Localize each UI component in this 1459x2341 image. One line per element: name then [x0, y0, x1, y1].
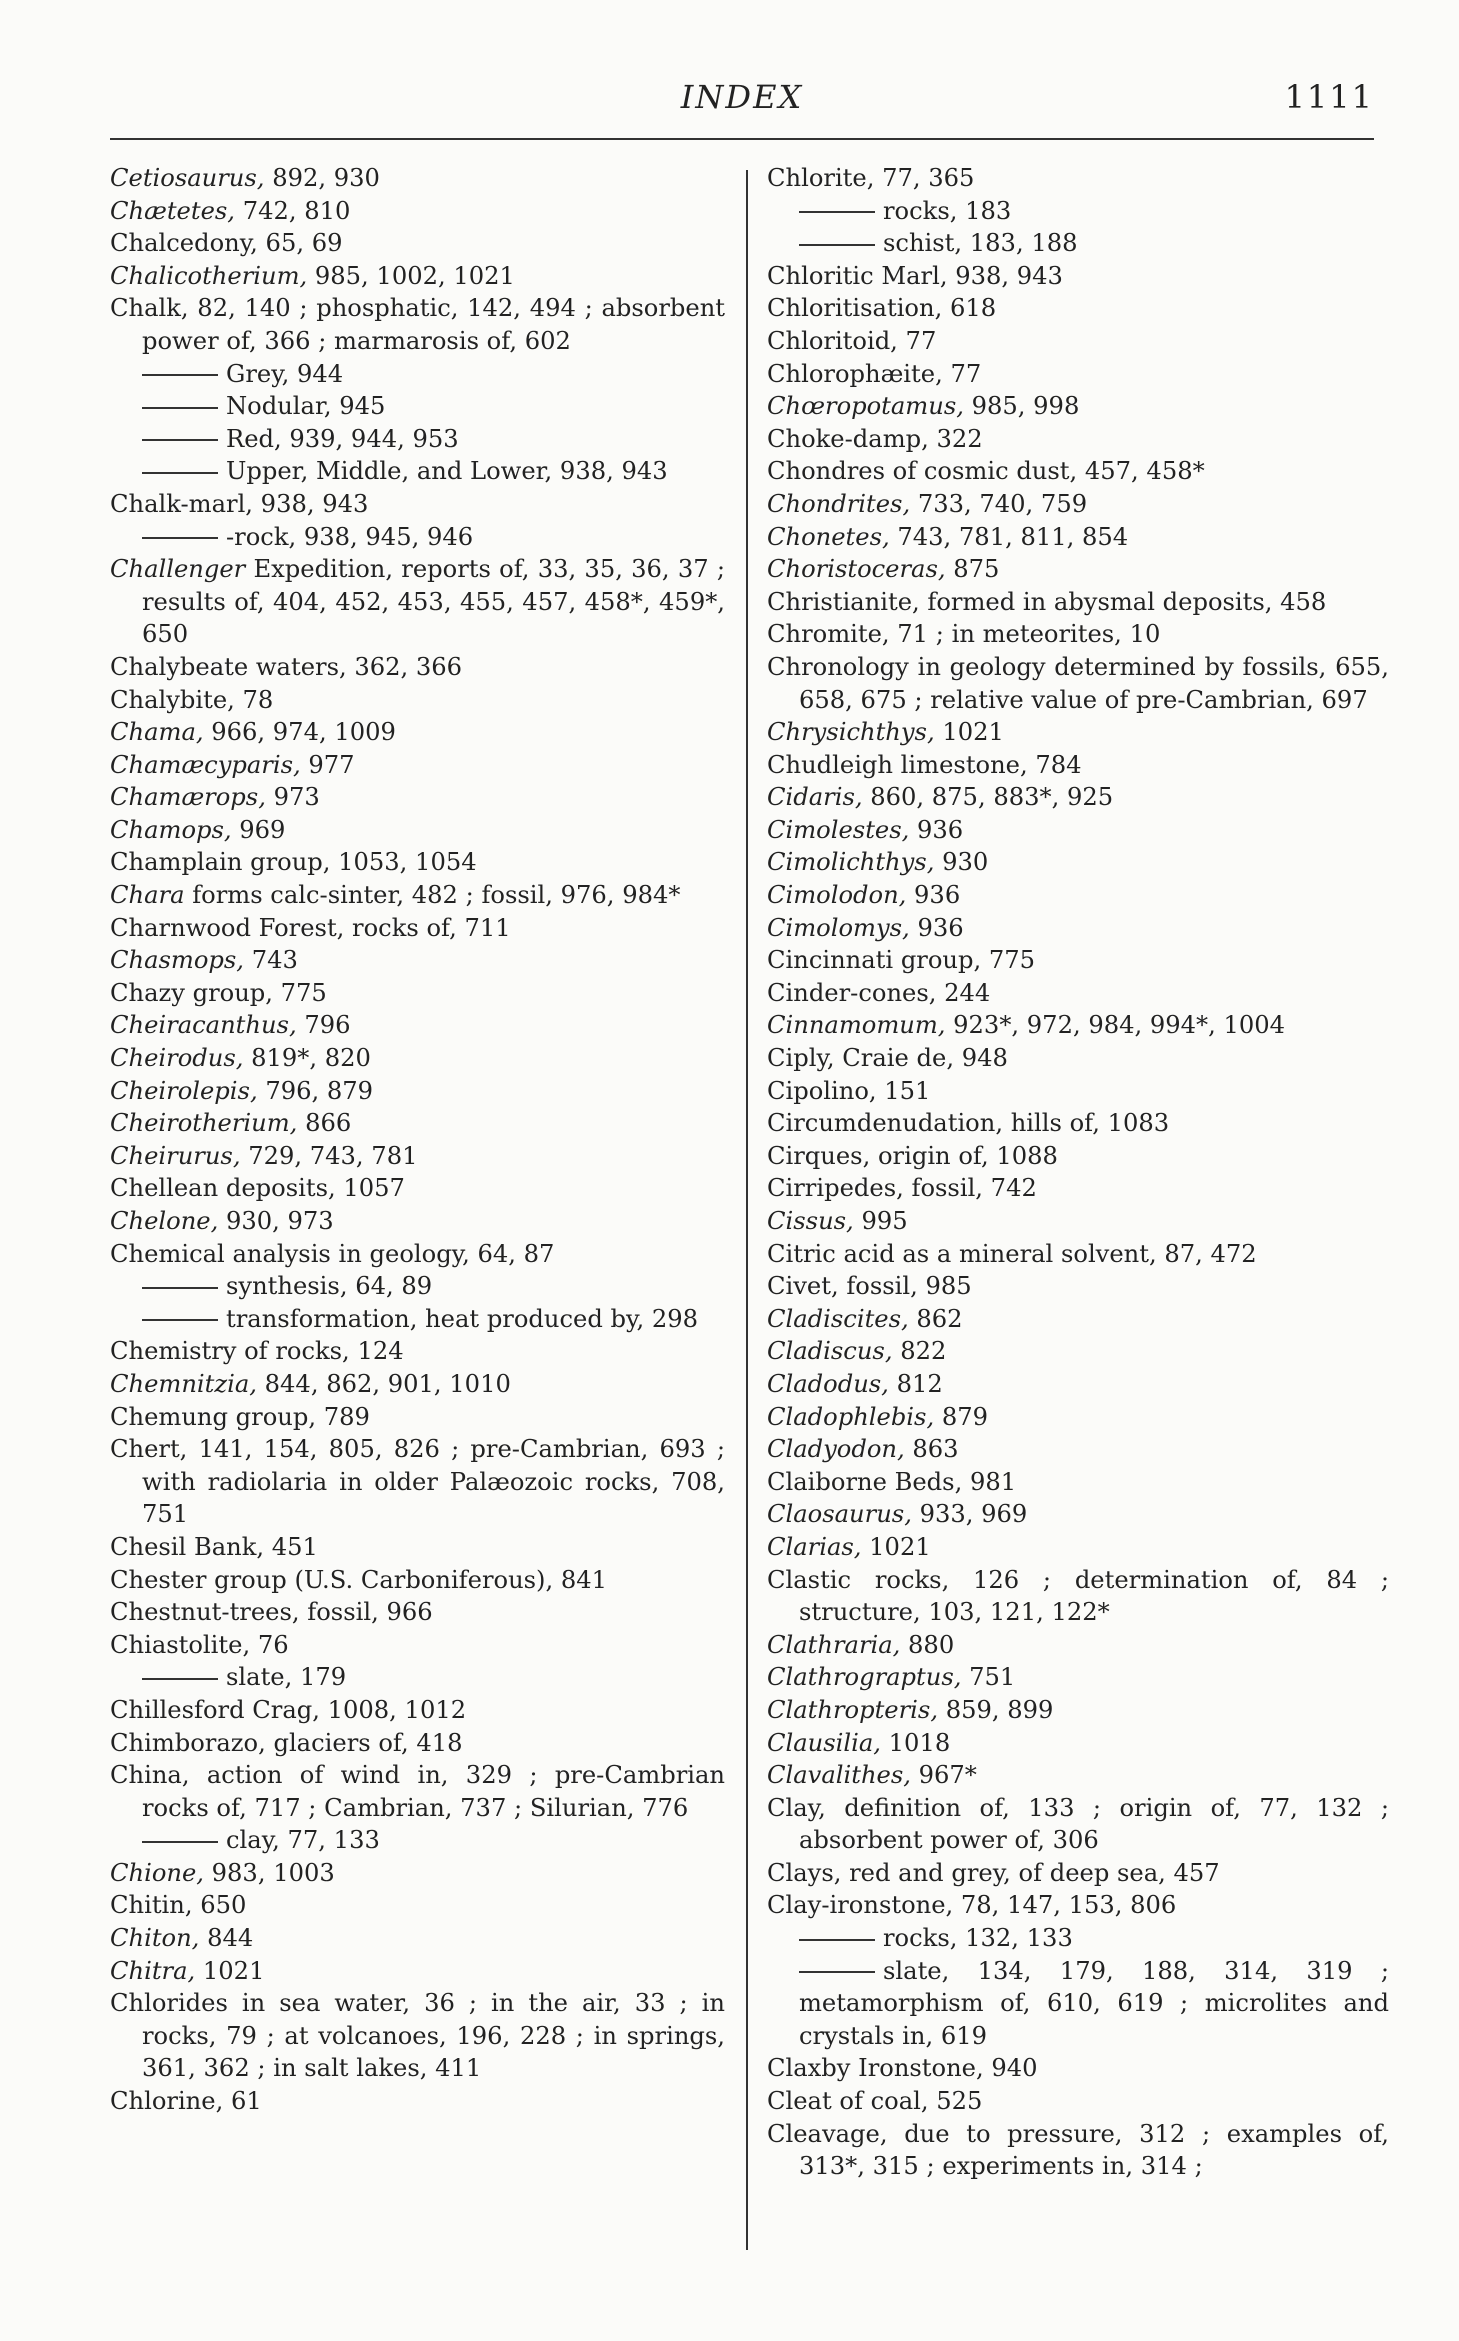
index-entry	[110, 1270, 725, 1303]
index-entry-italic: Chamærops,	[110, 783, 266, 812]
index-entry-text: 995	[853, 1207, 908, 1235]
index-entry-text: 933, 969	[911, 1500, 1028, 1529]
index-entry-text: 936	[909, 913, 964, 942]
index-entry-text: rocks, 183	[883, 196, 1012, 225]
index-entry-text: Clay-ironstone, 78, 147, 153, 806	[767, 1891, 1177, 1920]
index-entry-text: 743, 781, 811, 854	[889, 522, 1129, 551]
index-entry-text: 930, 973	[218, 1207, 334, 1235]
index-entry	[767, 977, 1389, 1010]
index-entry	[110, 1107, 725, 1140]
index-entry-text: schist, 183, 188	[883, 229, 1078, 258]
index-entry-text: synthesis, 64, 89	[226, 1272, 433, 1301]
index-entry	[767, 1889, 1389, 1922]
index-entry-text: China, action of wind in, 329 ; pre-Cambrian rocks of, 717 ; Cambrian, 737 ; Silurian, 776	[110, 1761, 725, 1822]
index-entry	[110, 488, 725, 521]
index-entry	[110, 1368, 725, 1401]
index-entry-text: -rock, 938, 945, 946	[226, 522, 474, 551]
index-entry-text: Cinder-cones, 244	[767, 978, 991, 1007]
index-entry	[767, 1792, 1389, 1857]
index-entry-italic: Cheirodus,	[110, 1044, 244, 1073]
index-entry-italic: Cimolomys,	[767, 913, 910, 942]
index-entry-text: Chlorophæite, 77	[767, 359, 982, 388]
index-entry-italic: Cimolodon,	[767, 881, 907, 910]
index-entry-italic: Cladodus,	[767, 1369, 889, 1398]
index-entry	[767, 586, 1389, 619]
index-entry-text: 860, 875, 883*, 925	[862, 783, 1114, 812]
index-entry-text: Chloritic Marl, 938, 943	[767, 261, 1063, 290]
index-entry-text: Ciply, Craie de, 948	[767, 1044, 1008, 1073]
index-entry	[767, 162, 1389, 195]
index-entry	[110, 814, 725, 847]
index-entry-italic: Chætetes,	[110, 196, 235, 225]
index-entry-italic: Chama,	[110, 718, 204, 747]
index-entry-text: Claxby Ironstone, 940	[767, 2054, 1038, 2083]
index-entry-text: rocks, 132, 133	[883, 1924, 1073, 1953]
index-entry-text: 796	[296, 1011, 351, 1040]
index-entry	[767, 1009, 1389, 1042]
index-entry	[767, 879, 1389, 912]
index-entry-text: 967*	[910, 1761, 977, 1790]
index-entry	[110, 260, 725, 293]
index-entry-italic: Chelone,	[110, 1207, 219, 1235]
index-entry-text: 936	[909, 815, 964, 844]
index-entry	[110, 455, 725, 488]
index-entry	[767, 1335, 1389, 1368]
index-entry-text: 729, 743, 781	[240, 1141, 418, 1170]
index-entry-text: Chemung group, 789	[110, 1402, 370, 1431]
index-entry-italic: Cheirolepis,	[110, 1076, 258, 1105]
index-entry-text: 863	[904, 1435, 959, 1464]
index-entry	[767, 1466, 1389, 1499]
ditto-dash	[799, 1971, 875, 1973]
index-entry	[110, 1922, 725, 1955]
index-entry-text: Expedition, reports of, 33, 35, 36, 37 ; results of, 404, 452, 453, 455, 457, 458*, 459*, 650	[142, 555, 725, 649]
index-entry	[110, 1042, 725, 1075]
index-entry	[767, 1661, 1389, 1694]
index-entry	[110, 292, 725, 357]
index-entry-text: 742, 810	[235, 196, 351, 225]
index-entry	[767, 325, 1389, 358]
index-entry-text: Chalk, 82, 140 ; phosphatic, 142, 494 ; absorbent power of, 366 ; marmarosis of, 602	[110, 294, 725, 355]
page-title: INDEX	[680, 78, 804, 116]
index-entry	[110, 651, 725, 684]
index-entry-text: Chalcedony, 65, 69	[110, 229, 343, 258]
index-entry	[767, 1955, 1389, 2053]
index-entry	[110, 162, 725, 195]
index-entry	[767, 260, 1389, 293]
index-entry-text: Chestnut-trees, fossil, 966	[110, 1598, 433, 1627]
index-entry	[767, 423, 1389, 456]
index-entry-text: Chalk-marl, 938, 943	[110, 489, 369, 518]
index-entry-italic: Choristoceras,	[767, 555, 946, 584]
index-entry-italic: Cheirotherium,	[110, 1109, 298, 1138]
index-entry	[767, 1531, 1389, 1564]
index-entry	[110, 358, 725, 391]
index-entry	[110, 1661, 725, 1694]
ditto-dash	[799, 1939, 875, 1941]
index-entry-text: Chimborazo, glaciers of, 418	[110, 1728, 463, 1757]
index-entry-text: Chlorine, 61	[110, 2087, 262, 2116]
index-entry	[767, 1498, 1389, 1531]
index-entry-italic: Cissus,	[767, 1207, 854, 1235]
ditto-dash	[142, 407, 218, 409]
index-entry-italic: Clausilia,	[767, 1728, 881, 1757]
index-entry-text: 751	[961, 1663, 1016, 1692]
index-entry	[767, 1042, 1389, 1075]
index-entry-text: Civet, fossil, 985	[767, 1272, 972, 1301]
index-entry-text: 879	[934, 1402, 988, 1431]
index-entry-italic: Clathrograptus,	[767, 1663, 962, 1692]
index-entry	[110, 912, 725, 945]
index-entry	[110, 553, 725, 651]
index-entry	[767, 1303, 1389, 1336]
index-entry-text: 844, 862, 901, 1010	[256, 1369, 511, 1398]
index-entry-text: Chlorides in sea water, 36 ; in the air, 33 ; in rocks, 79 ; at volcanoes, 196, 228 ; in springs, 361, 362 ; in salt lakes, 411	[110, 1989, 725, 2083]
index-entry-text: 859, 899	[938, 1695, 1054, 1724]
index-entry	[767, 195, 1389, 228]
index-entry	[110, 716, 725, 749]
index-entry-text: Champlain group, 1053, 1054	[110, 848, 477, 877]
index-entry-text: transformation, heat produced by, 298	[226, 1304, 698, 1333]
index-entry-italic: Chione,	[110, 1858, 204, 1887]
ditto-dash	[142, 374, 218, 376]
index-entry	[110, 1009, 725, 1042]
index-entry	[767, 944, 1389, 977]
index-entry-italic: Chonetes,	[767, 522, 890, 551]
index-entry	[110, 1238, 725, 1271]
index-entry-italic: Cheirurus,	[110, 1141, 241, 1170]
index-entry	[110, 1172, 725, 1205]
index-entry	[767, 749, 1389, 782]
index-entry	[767, 1238, 1389, 1271]
index-entry-italic: Cidaris,	[767, 783, 863, 812]
index-entry-text: Cirques, origin of, 1088	[767, 1141, 1058, 1170]
index-entry-text: 880	[900, 1630, 955, 1659]
index-entry	[110, 1335, 725, 1368]
index-entry	[767, 846, 1389, 879]
index-entry	[767, 1857, 1389, 1890]
index-entry-italic: Chamæcyparis,	[110, 750, 301, 779]
ditto-dash	[142, 439, 218, 441]
index-entry-text: Grey, 944	[226, 359, 344, 388]
index-entry-text: 875	[945, 555, 1000, 584]
index-entry-text: Chloritoid, 77	[767, 326, 937, 355]
index-entry-text: Clay, definition of, 133 ; origin of, 77, 132 ; absorbent power of, 306	[767, 1793, 1389, 1855]
index-entry-italic: Cladiscites,	[767, 1304, 909, 1333]
index-entry	[767, 1270, 1389, 1303]
index-entry	[767, 1922, 1389, 1955]
index-entry-text: Red, 939, 944, 953	[226, 424, 459, 453]
index-entry-text: 1021	[195, 1956, 265, 1985]
index-entry-text: Clays, red and grey, of deep sea, 457	[767, 1858, 1220, 1887]
index-entry-text: Clastic rocks, 126 ; determination of, 84 ; structure, 103, 121, 122*	[767, 1565, 1389, 1627]
index-entry-italic: Clathropteris,	[767, 1695, 939, 1724]
index-entry-text: Circumdenudation, hills of, 1083	[767, 1109, 1170, 1138]
index-entry	[110, 1433, 725, 1531]
index-entry	[110, 879, 725, 912]
index-entry-text: slate, 179	[226, 1663, 347, 1692]
column-divider	[746, 170, 748, 2250]
ditto-dash	[142, 537, 218, 539]
index-entry-text: Choke-damp, 322	[767, 424, 983, 453]
index-entry-text: Christianite, formed in abysmal deposits, 458	[767, 587, 1327, 616]
index-entry	[110, 1694, 725, 1727]
index-entry-text: 966, 974, 1009	[203, 718, 396, 747]
index-entry	[767, 2052, 1389, 2085]
index-entry-text: Chalybite, 78	[110, 685, 274, 714]
index-entry-italic: Cetiosaurus,	[110, 164, 265, 192]
index-entry	[110, 390, 725, 423]
index-entry-text: 930	[934, 848, 989, 877]
index-entry-text: 977	[300, 750, 355, 779]
index-entry	[110, 2085, 725, 2118]
index-entry	[767, 227, 1389, 260]
index-entry-italic: Chara	[110, 881, 185, 910]
index-entry	[110, 1075, 725, 1108]
index-entry-text: Chester group (U.S. Carboniferous), 841	[110, 1565, 608, 1594]
index-entry-text: 812	[888, 1369, 943, 1398]
index-entry-text: 983, 1003	[203, 1858, 335, 1887]
index-entry	[110, 1596, 725, 1629]
index-entry-text: forms calc-sinter, 482 ; fossil, 976, 984*	[184, 881, 681, 910]
index-entry	[110, 1140, 725, 1173]
index-entry-text: 743	[244, 946, 298, 975]
index-column-left	[110, 162, 725, 2118]
index-entry	[767, 1205, 1389, 1238]
index-entry-text: 866	[297, 1109, 352, 1138]
index-entry	[110, 1857, 725, 1890]
index-entry	[767, 1727, 1389, 1760]
index-entry-text: Chlorite, 77, 365	[767, 164, 975, 192]
index-entry-text: 1021	[861, 1532, 931, 1561]
index-entry	[767, 716, 1389, 749]
index-entry-italic: Cladyodon,	[767, 1435, 905, 1464]
index-entry-text: Cleat of coal, 525	[767, 2087, 983, 2116]
ditto-dash	[142, 1319, 218, 1321]
index-entry	[767, 1140, 1389, 1173]
index-entry	[110, 977, 725, 1010]
index-entry-italic: Chœropotamus,	[767, 392, 964, 421]
index-entry-italic: Challenger	[110, 555, 246, 584]
index-entry	[110, 749, 725, 782]
index-entry	[110, 684, 725, 717]
index-entry-text: slate, 134, 179, 188, 314, 319 ; metamorphism of, 610, 619 ; microlites and crystals in, 619	[799, 1956, 1389, 2050]
index-entry-text: Chondres of cosmic dust, 457, 458*	[767, 457, 1205, 486]
index-entry-text: clay, 77, 133	[226, 1826, 380, 1855]
index-entry-italic: Chamops,	[110, 815, 232, 844]
index-entry	[767, 1075, 1389, 1108]
index-entry	[767, 1629, 1389, 1662]
index-entry-text: Upper, Middle, and Lower, 938, 943	[226, 457, 668, 486]
index-entry-text: 733, 740, 759	[910, 489, 1088, 518]
index-entry-text: Chemistry of rocks, 124	[110, 1337, 404, 1366]
index-entry-text: Chellean deposits, 1057	[110, 1174, 405, 1203]
index-entry-text: Chazy group, 775	[110, 978, 327, 1007]
index-entry-text: Citric acid as a mineral solvent, 87, 472	[767, 1239, 1257, 1268]
index-entry	[767, 781, 1389, 814]
ditto-dash	[142, 1287, 218, 1289]
index-entry-text: Chillesford Crag, 1008, 1012	[110, 1695, 467, 1724]
index-entry-text: 862	[908, 1304, 963, 1333]
index-entry-italic: Chondrites,	[767, 489, 911, 518]
index-entry-italic: Clathraria,	[767, 1630, 901, 1659]
index-entry	[110, 1727, 725, 1760]
index-entry	[110, 1955, 725, 1988]
ditto-dash	[799, 244, 875, 246]
index-entry	[767, 2118, 1389, 2183]
index-entry-italic: Cimolichthys,	[767, 848, 935, 877]
index-entry-text: 973	[265, 783, 320, 812]
index-entry	[767, 1759, 1389, 1792]
index-entry-text: 923*, 972, 984, 994*, 1004	[945, 1011, 1286, 1040]
index-entry	[110, 781, 725, 814]
index-entry-text: 969	[231, 815, 286, 844]
page-number: 1111	[1284, 78, 1374, 116]
index-entry	[110, 227, 725, 260]
index-entry-text: 892, 930	[264, 164, 380, 192]
ditto-dash	[142, 1678, 218, 1680]
index-entry	[110, 195, 725, 228]
index-entry	[110, 1987, 725, 2085]
ditto-dash	[142, 472, 218, 474]
index-entry-text: 1021	[934, 718, 1004, 747]
index-entry	[110, 521, 725, 554]
index-entry	[110, 423, 725, 456]
index-entry-italic: Chrysichthys,	[767, 718, 935, 747]
index-entry	[110, 1205, 725, 1238]
index-entry-italic: Chasmops,	[110, 946, 244, 975]
index-entry	[767, 1564, 1389, 1629]
index-entry-text: Claiborne Beds, 981	[767, 1467, 1017, 1496]
index-entry-italic: Clavalithes,	[767, 1761, 911, 1790]
index-entry	[767, 1433, 1389, 1466]
index-entry	[767, 814, 1389, 847]
ditto-dash	[799, 211, 875, 213]
index-entry	[110, 944, 725, 977]
index-entry	[110, 1824, 725, 1857]
index-entry-italic: Chemnitzia,	[110, 1369, 257, 1398]
index-entry-italic: Cimolestes,	[767, 815, 910, 844]
index-entry	[767, 912, 1389, 945]
index-entry	[767, 455, 1389, 488]
index-entry-text: Chesil Bank, 451	[110, 1532, 318, 1561]
index-entry	[767, 553, 1389, 586]
index-entry-italic: Clarias,	[767, 1532, 862, 1561]
index-entry-text: 796, 879	[257, 1076, 374, 1105]
index-entry	[110, 1531, 725, 1564]
index-entry-text: Cirripedes, fossil, 742	[767, 1174, 1037, 1203]
index-entry-text: Chert, 141, 154, 805, 826 ; pre-Cambrian, 693 ; with radiolaria in older Palæozoic rocks, 708, 751	[110, 1435, 725, 1529]
index-entry-text: Chloritisation, 618	[767, 294, 997, 323]
index-entry	[767, 521, 1389, 554]
index-entry	[767, 1401, 1389, 1434]
index-entry-text: Nodular, 945	[226, 392, 386, 421]
page-header	[110, 78, 1374, 128]
index-entry	[767, 618, 1389, 651]
index-entry-italic: Claosaurus,	[767, 1500, 912, 1529]
index-entry	[110, 846, 725, 879]
index-entry-text: 844	[199, 1924, 254, 1953]
index-entry-text: 822	[892, 1337, 947, 1366]
index-entry	[110, 1303, 725, 1336]
index-entry-italic: Cladiscus,	[767, 1337, 893, 1366]
index-entry-text: 985, 1002, 1021	[307, 261, 515, 290]
index-entry	[110, 1401, 725, 1434]
index-entry	[767, 292, 1389, 325]
index-entry	[767, 358, 1389, 391]
index-entry-text: Cipolino, 151	[767, 1076, 931, 1105]
index-entry-italic: Cinnamomum,	[767, 1011, 946, 1040]
index-entry-text: Chronology in geology determined by fossils, 655, 658, 675 ; relative value of pre-Cambrian, 697	[767, 652, 1389, 714]
index-entry	[110, 1889, 725, 1922]
index-entry	[767, 1107, 1389, 1140]
index-entry-italic: Chiton,	[110, 1924, 200, 1953]
index-entry-italic: Chitra,	[110, 1956, 196, 1985]
index-entry-text: Cincinnati group, 775	[767, 946, 1036, 975]
index-entry-text: 936	[906, 881, 961, 910]
index-entry	[767, 1172, 1389, 1205]
index-entry	[767, 390, 1389, 423]
index-entry-text: Chromite, 71 ; in meteorites, 10	[767, 620, 1161, 649]
index-entry	[767, 1694, 1389, 1727]
ditto-dash	[142, 1841, 218, 1843]
index-entry-text: Chitin, 650	[110, 1891, 247, 1920]
index-entry-text: Cleavage, due to pressure, 312 ; examples of, 313*, 315 ; experiments in, 314 ;	[767, 2119, 1389, 2181]
index-entry-text: Chalybeate waters, 362, 366	[110, 652, 463, 681]
header-rule	[110, 138, 1374, 140]
index-entry-text: Chudleigh limestone, 784	[767, 750, 1082, 779]
index-column-right	[767, 162, 1389, 2183]
index-entry-italic: Chalicotherium,	[110, 261, 308, 290]
index-entry-italic: Cheiracanthus,	[110, 1011, 297, 1040]
index-entry-text: 1018	[880, 1728, 951, 1757]
index-entry	[767, 1368, 1389, 1401]
index-entry	[110, 1564, 725, 1597]
index-entry	[110, 1759, 725, 1824]
index-entry-text: 819*, 820	[243, 1044, 371, 1073]
index-entry-text: Chemical analysis in geology, 64, 87	[110, 1239, 555, 1268]
index-entry	[767, 2085, 1389, 2118]
index-entry	[110, 1629, 725, 1662]
index-entry-text: 985, 998	[963, 392, 1080, 421]
index-entry-text: Charnwood Forest, rocks of, 711	[110, 913, 511, 942]
index-entry-text: Chiastolite, 76	[110, 1630, 289, 1659]
index-entry	[767, 488, 1389, 521]
index-entry-italic: Cladophlebis,	[767, 1402, 935, 1431]
index-entry	[767, 651, 1389, 716]
